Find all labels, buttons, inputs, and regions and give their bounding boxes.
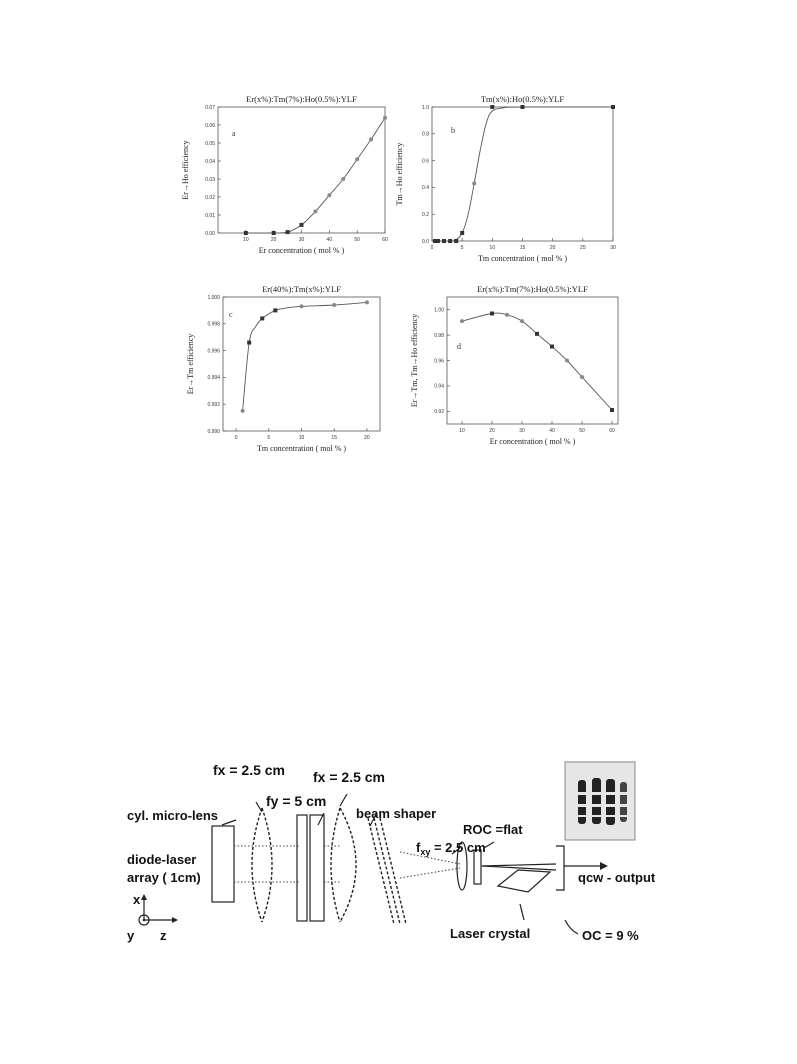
- chart-title: Er(x%):Tm(7%):Ho(0.5%):YLF: [477, 284, 588, 294]
- x-tick-label: 10: [459, 428, 465, 434]
- x-tick-label: 20: [364, 435, 370, 441]
- x-tick-label: 40: [326, 237, 333, 243]
- label-diode-2: array ( 1cm): [127, 870, 201, 885]
- y-tick-label: 0.990: [207, 428, 220, 435]
- y-tick-label: 0.994: [207, 375, 220, 382]
- x-tick-label: 5: [267, 435, 271, 441]
- y-tick-label: 0.07: [205, 104, 215, 111]
- x-tick-label: 20: [549, 245, 556, 251]
- y-tick-label: 0.4: [422, 185, 429, 192]
- x-tick-label: 30: [519, 428, 525, 434]
- label-roc: ROC =flat: [463, 822, 523, 837]
- label-micro-lens: cyl. micro-lens: [127, 808, 219, 823]
- beam-shaper-plate: [374, 818, 400, 924]
- x-tick-label: 25: [580, 245, 586, 251]
- x-tick-label: 0: [430, 245, 434, 251]
- leader-line: [340, 794, 347, 806]
- y-axis-label: Tm→Ho efficiency: [395, 142, 404, 206]
- laser-crystal: [498, 870, 550, 892]
- y-tick-label: 0.06: [205, 122, 215, 129]
- label-fx1: fx = 2.5 cm: [213, 762, 285, 778]
- panel-letter: d: [457, 342, 461, 351]
- y-tick-label: 0.05: [205, 140, 215, 147]
- x-arrowhead-icon: [141, 894, 147, 900]
- y-tick-label: 0.998: [207, 321, 220, 328]
- x-tick-label: 60: [382, 237, 388, 243]
- beam-shaper-plate: [380, 818, 406, 924]
- chart-title: Er(x%):Tm(7%):Ho(0.5%):YLF: [246, 94, 357, 104]
- x-tick-label: 60: [609, 428, 615, 434]
- leader-line: [520, 904, 524, 920]
- y-tick-label: 0.996: [207, 348, 220, 355]
- leader-line: [256, 802, 262, 812]
- oc-mirror: [556, 846, 564, 890]
- y-tick-label: 1.00: [434, 307, 444, 314]
- y-tick-label: 0.94: [434, 383, 444, 390]
- x-tick-label: 10: [298, 435, 305, 441]
- x-tick-label: 30: [610, 245, 616, 251]
- fy-lens-plate-2: [310, 815, 324, 921]
- chart-title: Er(40%):Tm(x%):YLF: [262, 284, 341, 294]
- y-tick-label: 0.992: [207, 402, 220, 408]
- y-tick-label: 0.04: [205, 158, 215, 165]
- label-axis-y: y: [127, 928, 135, 943]
- cylindrical-lens-fx1: [252, 808, 272, 922]
- label-fxy: $f_{xy} = 2.5$ cm: [416, 840, 486, 857]
- x-tick-label: 30: [298, 237, 305, 243]
- label-fy: fy = 5 cm: [266, 793, 327, 809]
- roc-mirror: [474, 850, 481, 884]
- beam-line: [400, 868, 460, 878]
- fy-lens-plate-1: [297, 815, 307, 921]
- leader-line: [222, 820, 236, 825]
- y-axis-label: Er→Tm efficiency: [186, 333, 195, 395]
- beam-line: [482, 866, 556, 870]
- x-axis-label: Tm concentration ( mol % ): [477, 254, 568, 263]
- label-diode-1: diode-laser: [127, 852, 197, 867]
- cylindrical-lens-fx2: [331, 808, 356, 922]
- y-tick-label: 0.01: [205, 212, 215, 219]
- x-axis-label: Tm concentration ( mol % ): [256, 444, 347, 453]
- y-tick-label: 0.98: [434, 332, 444, 339]
- x-tick-label: 20: [270, 237, 277, 243]
- y-tick-label: 1.0: [422, 104, 429, 111]
- label-laser-crystal: Laser crystal: [450, 926, 531, 941]
- y-axis-dot: [143, 919, 146, 922]
- y-tick-label: 1.000: [207, 294, 220, 301]
- x-axis-label: Er concentration ( mol % ): [489, 437, 576, 446]
- label-axis-z: z: [160, 928, 167, 943]
- label-oc: OC = 9 %: [582, 928, 639, 943]
- y-tick-label: 0.92: [434, 409, 444, 416]
- x-tick-label: 15: [519, 245, 526, 251]
- label-axis-x: x: [133, 892, 141, 907]
- x-tick-label: 10: [243, 237, 249, 243]
- y-tick-label: 0.96: [434, 358, 444, 365]
- label-fx2: fx = 2.5 cm: [313, 769, 385, 785]
- x-axis-label: Er concentration ( mol % ): [258, 246, 345, 255]
- x-tick-label: 20: [489, 428, 495, 434]
- panel-letter: a: [232, 129, 236, 138]
- y-tick-label: 0.8: [422, 131, 429, 138]
- diode-laser-array: [212, 826, 234, 902]
- x-tick-label: 50: [579, 428, 585, 434]
- output-arrow-icon: [600, 862, 608, 870]
- y-tick-label: 0.00: [205, 230, 215, 237]
- y-tick-label: 0.03: [205, 176, 215, 183]
- y-tick-label: 0.2: [422, 212, 429, 218]
- x-tick-label: 50: [354, 237, 360, 243]
- y-tick-label: 0.6: [422, 158, 429, 165]
- x-tick-label: 5: [460, 245, 464, 251]
- y-tick-label: 0.0: [422, 238, 429, 245]
- panel-letter: c: [229, 310, 233, 319]
- leader-line: [565, 920, 578, 934]
- x-tick-label: 15: [331, 435, 337, 441]
- label-beam-shaper: beam shaper: [356, 806, 437, 821]
- x-tick-label: 0: [234, 435, 238, 441]
- y-tick-label: 0.02: [205, 194, 215, 201]
- z-arrowhead-icon: [172, 917, 178, 923]
- x-tick-label: 40: [549, 428, 555, 434]
- beam-shaper-plate: [368, 818, 394, 924]
- panel-letter: b: [451, 126, 455, 135]
- beam-line: [482, 864, 556, 866]
- y-axis-label: Er→Ho efficiency: [181, 140, 190, 200]
- x-tick-label: 10: [489, 245, 496, 251]
- label-output: qcw - output: [578, 870, 656, 885]
- y-axis-label: Er→Tm, Tm→Ho efficiency: [410, 313, 419, 408]
- chart-title: Tm(x%):Ho(0.5%):YLF: [480, 94, 565, 104]
